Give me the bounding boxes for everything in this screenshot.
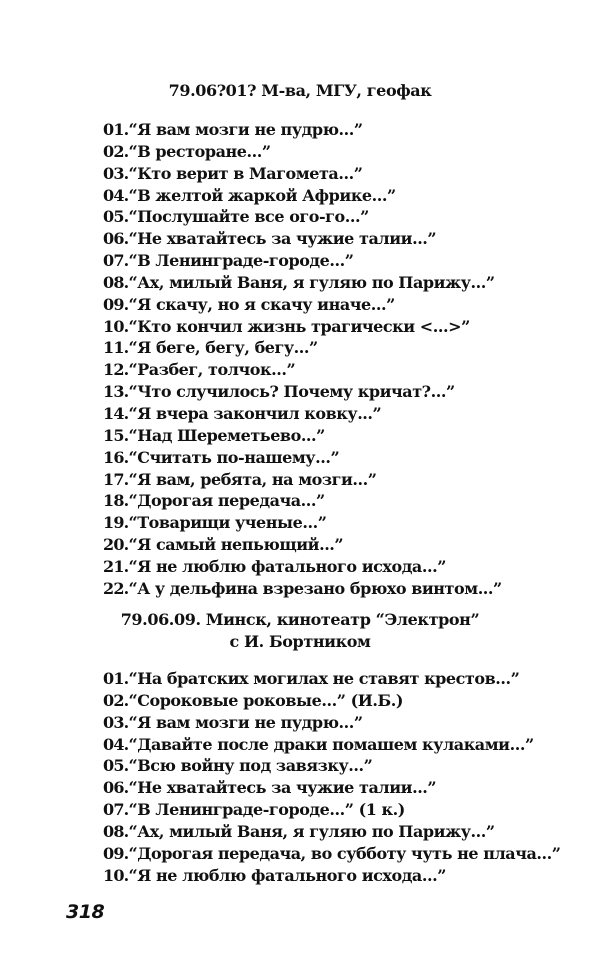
list-item: 06.“Не хватайтесь за чужие талии...”: [103, 778, 437, 798]
list-item: 01.“Я вам мозги не пудрю...”: [103, 120, 363, 139]
list-item: 11.“Я беге, бегу, бегу...”: [103, 338, 318, 358]
list-item: 10.“Кто кончил жизнь трагически <...>”: [103, 316, 470, 336]
list-item: 10.“Я не люблю фатального исхода...”: [103, 865, 446, 885]
song-list-minsk: [103, 668, 561, 886]
section-title-minsk-line2: с И. Бортником: [229, 632, 371, 651]
list-item: 21.“Я не люблю фатального исхода...”: [103, 556, 446, 576]
list-item: 06.“Не хватайтесь за чужие талии...”: [103, 229, 437, 249]
list-item: 19.“Товарищи ученые...”: [103, 513, 327, 533]
list-item: 05.“Всю войну под завязку...”: [103, 756, 373, 776]
section-title-mgu: 79.06?01? М-ва, МГУ, геофак: [168, 81, 432, 100]
list-item: 02.“В ресторане...”: [103, 141, 271, 161]
section-title-minsk-line1: 79.06.09. Минск, кинотеатр “Электрон”: [120, 610, 480, 629]
list-item: 09.“Я скачу, но я скачу иначе...”: [103, 294, 395, 314]
list-item: 09.“Дорогая передача, во субботу чуть не плача...”: [103, 843, 561, 863]
list-item: 03.“Кто верит в Магомета...”: [103, 163, 363, 183]
list-item: 17.“Я вам, ребята, на мозги...”: [103, 469, 377, 489]
list-item: 07.“В Ленинграде-городе...”: [103, 251, 354, 271]
list-item: 04.“Давайте после драки помашем кулаками...”: [103, 734, 534, 754]
page-number: 318: [66, 901, 105, 923]
list-item: 07.“В Ленинграде-городе...” (1 к.): [103, 800, 405, 820]
list-item: 14.“Я вчера закончил ковку...”: [103, 403, 382, 423]
list-item: 08.“Ах, милый Ваня, я гуляю по Парижу...”: [103, 272, 495, 292]
song-list-mgu: [103, 119, 502, 600]
list-item: 03.“Я вам мозги не пудрю...”: [103, 712, 363, 732]
list-item: 01.“На братских могилах не ставят крестов...”: [103, 669, 520, 688]
list-item: 04.“В желтой жаркой Африке...”: [103, 185, 396, 205]
list-item: 12.“Разбег, толчок...”: [103, 360, 296, 380]
list-item: 08.“Ах, милый Ваня, я гуляю по Парижу...”: [103, 821, 495, 841]
list-item: 20.“Я самый непьющий...”: [103, 535, 344, 555]
list-item: 05.“Послушайте все ого-го...”: [103, 207, 369, 227]
list-item: 15.“Над Шереметьево...”: [103, 425, 325, 445]
list-item: 02.“Сороковые роковые...” (И.Б.): [103, 690, 403, 710]
list-item: 18.“Дорогая передача...”: [103, 491, 325, 511]
list-item: 13.“Что случилось? Почему кричат?...”: [103, 382, 455, 402]
list-item: 16.“Считать по-нашему...”: [103, 447, 340, 467]
list-item: 22.“А у дельфина взрезано брюхо винтом...”: [103, 578, 502, 598]
